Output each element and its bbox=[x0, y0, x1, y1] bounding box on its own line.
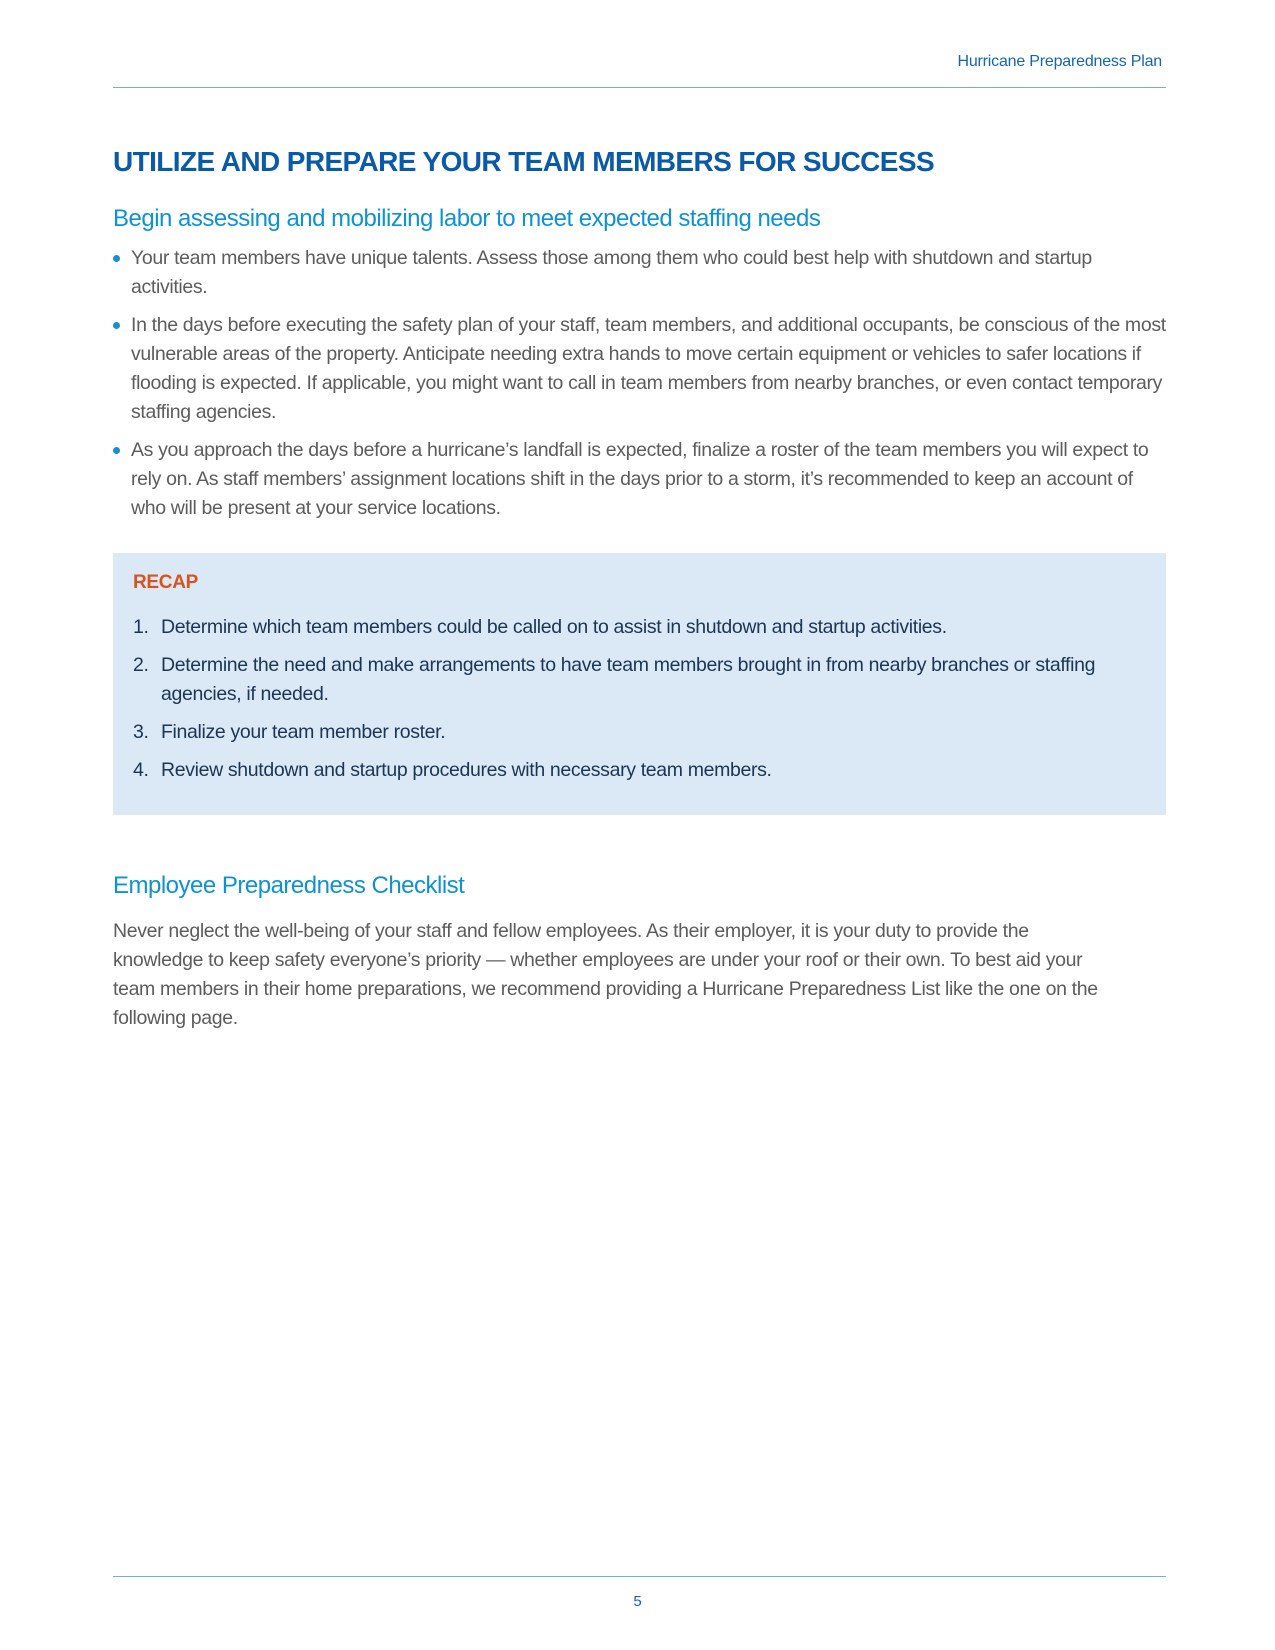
recap-item-text: Review shutdown and startup procedures with necessary team members. bbox=[161, 759, 772, 781]
recap-box bbox=[113, 553, 1166, 815]
recap-item bbox=[133, 613, 1146, 642]
recap-item-text: Determine the need and make arrangements to have team members brought in from nearby branches or staffing agencies, if needed. bbox=[161, 654, 1096, 705]
bullet-item bbox=[113, 244, 1166, 302]
page-content bbox=[113, 144, 1166, 1033]
bullet-item bbox=[113, 436, 1166, 523]
bullet-item bbox=[113, 311, 1166, 427]
bullet-dot-icon bbox=[113, 322, 120, 329]
running-header: Hurricane Preparedness Plan bbox=[957, 53, 1162, 70]
recap-item-number: 3. bbox=[133, 721, 149, 743]
section-heading-checklist: Employee Preparedness Checklist bbox=[113, 872, 465, 899]
checklist-paragraph: Never neglect the well-being of your staff and fellow employees. As their employer, it is your duty to provide the knowledge to keep safety everyone’s priority — whether employees are under your roof or their own. To best aid your team members in their home preparations, we recommend providing a Hurricane Preparedness List like the one on the following page. bbox=[113, 920, 1098, 1029]
recap-item-number: 4. bbox=[133, 759, 149, 781]
recap-item bbox=[133, 651, 1146, 709]
bullet-dot-icon bbox=[113, 255, 120, 262]
recap-list bbox=[133, 613, 1146, 785]
footer-divider bbox=[113, 1576, 1166, 1577]
staffing-bullet-list bbox=[113, 244, 1166, 523]
recap-item-number: 2. bbox=[133, 654, 149, 676]
section-heading-staffing: Begin assessing and mobilizing labor to meet expected staffing needs bbox=[113, 205, 821, 232]
page-title: UTILIZE AND PREPARE YOUR TEAM MEMBERS FOR SUCCESS bbox=[113, 146, 935, 177]
bullet-text: In the days before executing the safety plan of your staff, team members, and additional occupants, be conscious of the most vulnerable areas of the property. Anticipate needing extra hands to move certain equipment or vehicles to safer locations if flooding is expected. If applicable, you might want to call in team members from nearby branches, or even contact temporary staffing agencies. bbox=[131, 314, 1166, 423]
bullet-text: Your team members have unique talents. Assess those among them who could best help with shutdown and startup activities. bbox=[131, 247, 1092, 298]
recap-item bbox=[133, 718, 1146, 747]
recap-item-number: 1. bbox=[133, 616, 149, 638]
recap-item bbox=[133, 756, 1146, 785]
header-divider bbox=[113, 87, 1166, 88]
bullet-dot-icon bbox=[113, 447, 120, 454]
recap-label: RECAP bbox=[133, 572, 199, 593]
bullet-text: As you approach the days before a hurricane’s landfall is expected, finalize a roster of the team members you will expect to rely on. As staff members’ assignment locations shift in the days prior to a storm, it’s recommended to keep an account of who will be present at your service locations. bbox=[131, 439, 1149, 519]
page-number: 5 bbox=[633, 1593, 642, 1610]
recap-item-text: Determine which team members could be called on to assist in shutdown and startup activities. bbox=[161, 616, 947, 638]
recap-item-text: Finalize your team member roster. bbox=[161, 721, 446, 743]
